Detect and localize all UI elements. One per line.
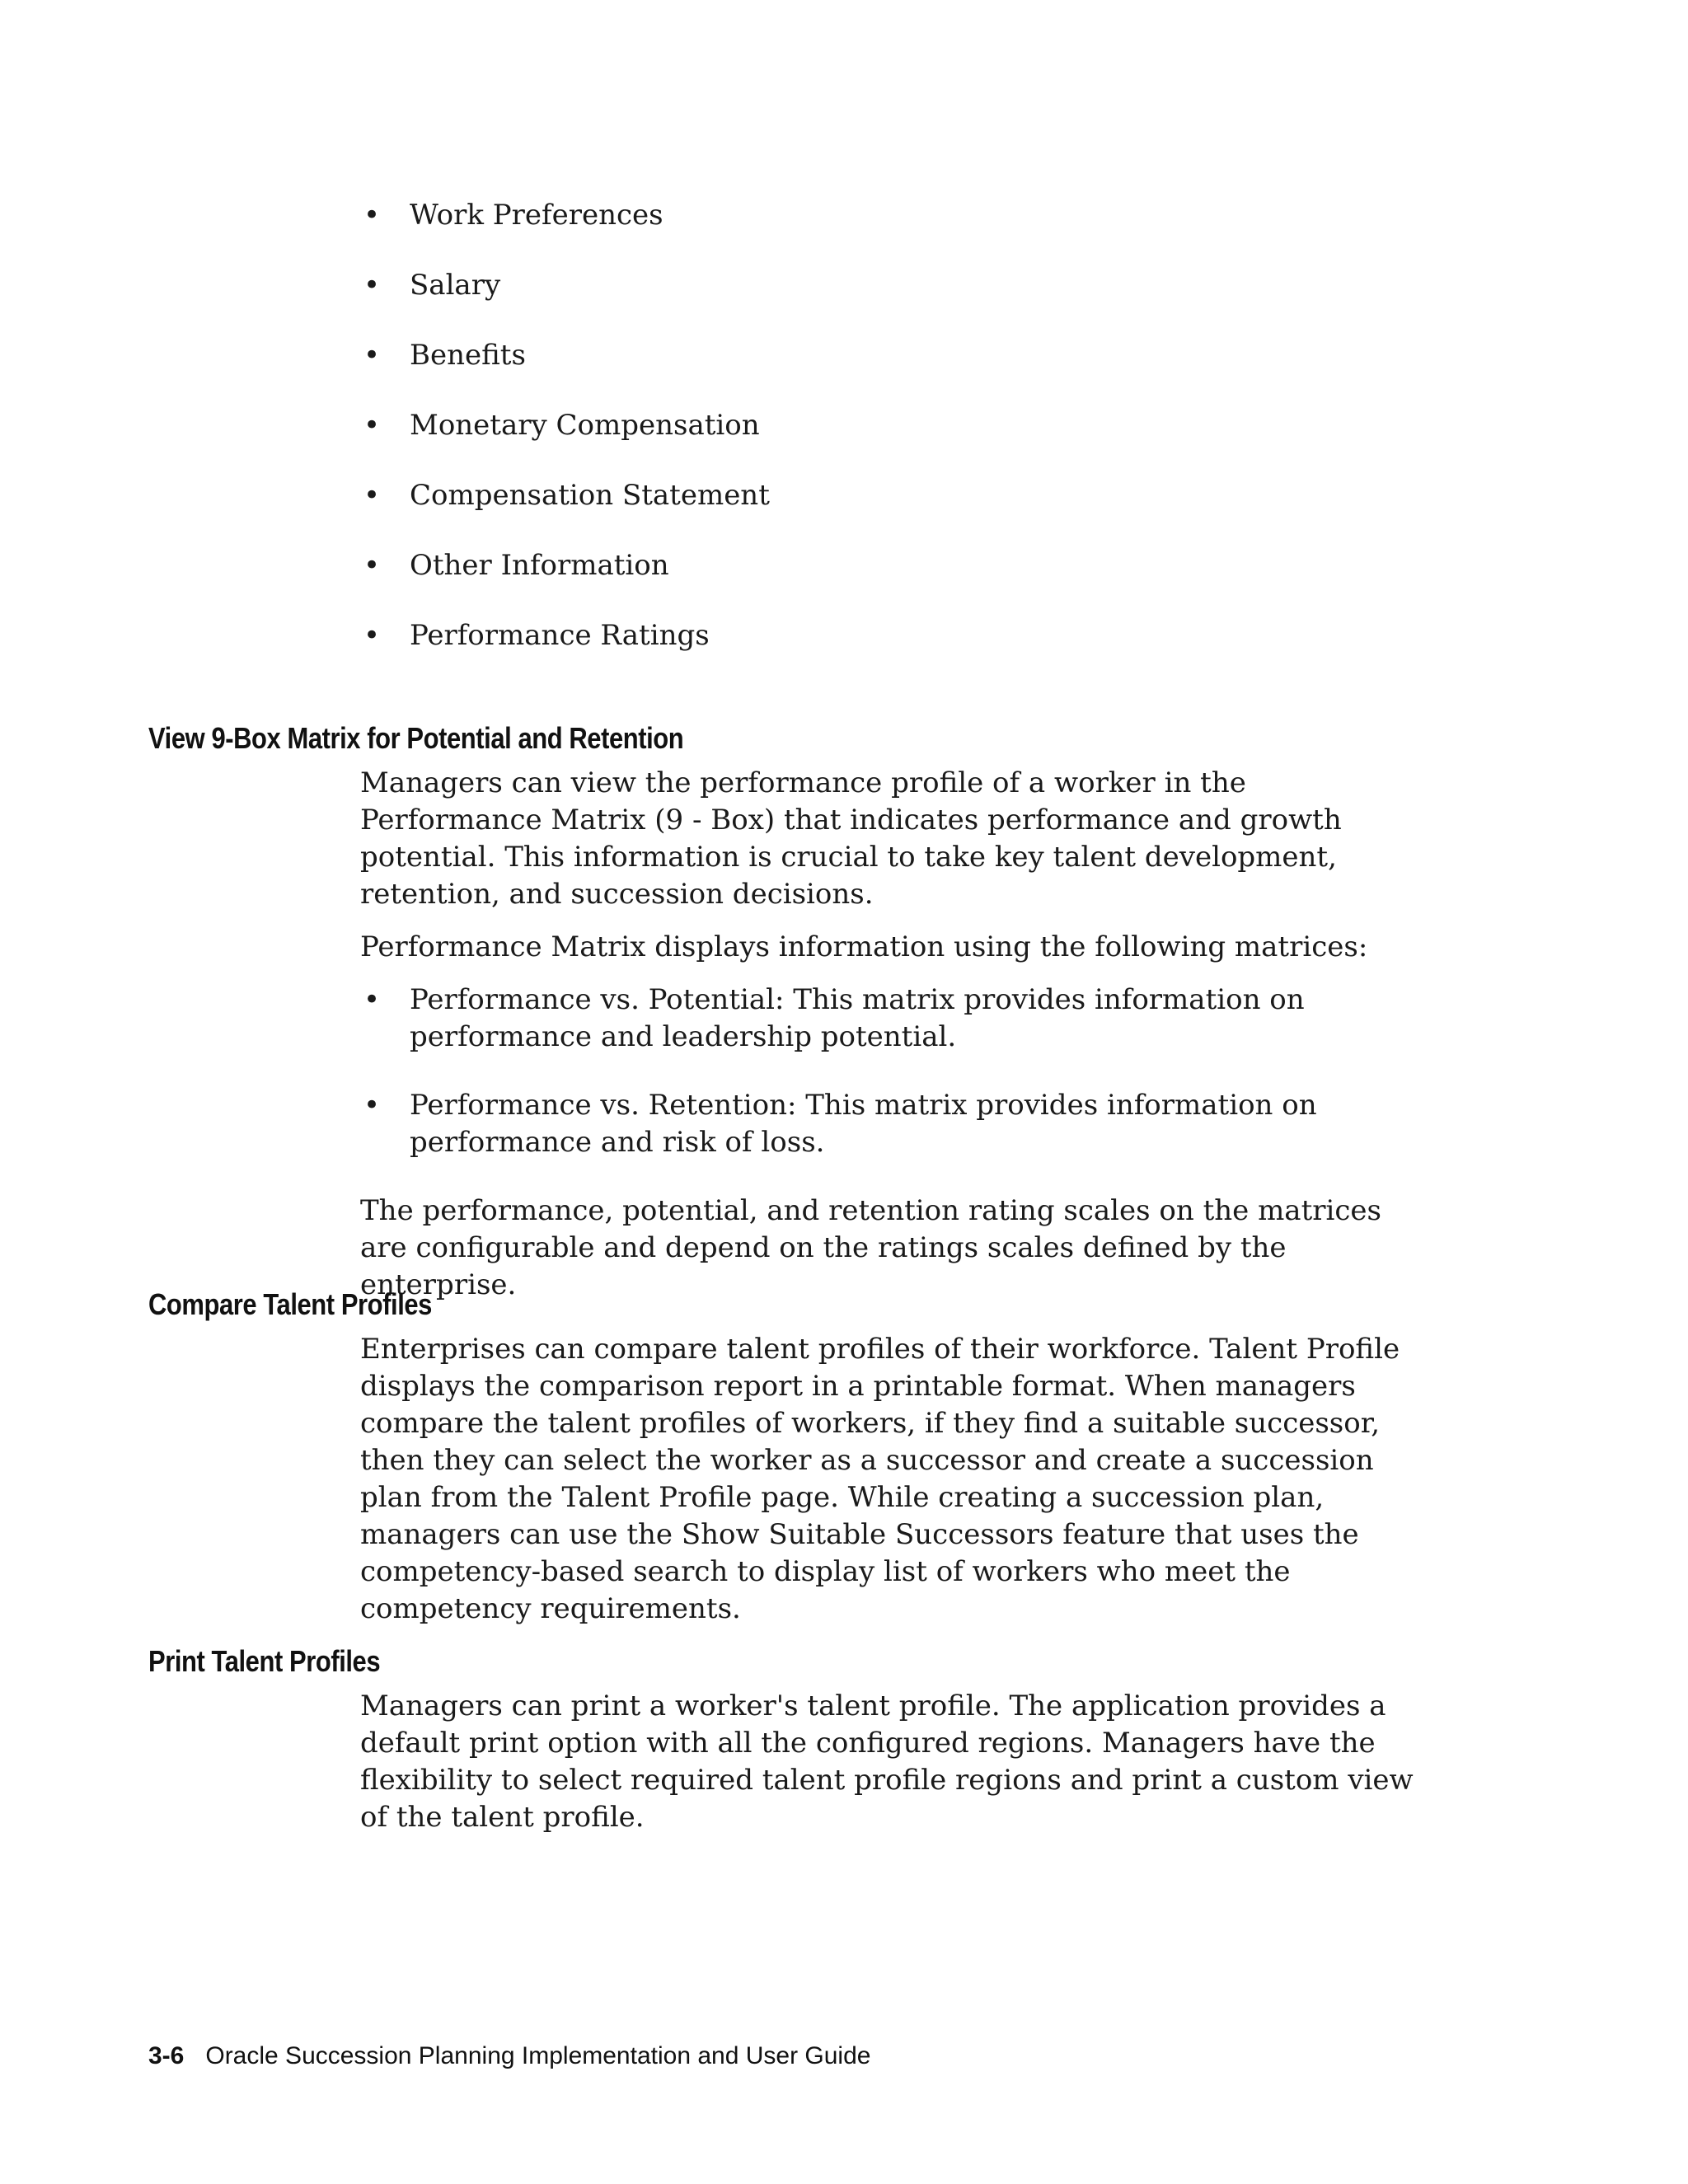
section-body-9-box-matrix xyxy=(360,765,1432,1304)
section-heading-9-box-matrix: View 9-Box Matrix for Potential and Retention xyxy=(148,721,684,755)
list-item-text: Performance vs. Retention: This matrix provides information on performance and risk of loss. xyxy=(410,1089,1317,1159)
list-item-text: Salary xyxy=(410,269,501,302)
page-number: 3-6 xyxy=(148,2042,185,2069)
list-item xyxy=(360,197,1432,267)
bullet-icon: • xyxy=(363,199,381,232)
bullet-icon: • xyxy=(363,339,381,372)
bullet-icon: • xyxy=(363,1089,381,1122)
list-item xyxy=(360,617,1432,687)
list-item-text: Performance Ratings xyxy=(410,619,710,652)
list-item-text: Benefits xyxy=(410,339,526,372)
bullet-icon: • xyxy=(363,479,381,512)
bullet-icon: • xyxy=(363,409,381,442)
list-item xyxy=(360,267,1432,337)
bullet-icon: • xyxy=(363,269,381,302)
list-item xyxy=(360,477,1432,547)
list-item xyxy=(360,1087,1432,1161)
paragraph: Managers can print a worker's talent profile. The application provides a default print option with all the configured regions. Managers have the flexibility to select required talent profile regions and print a custom view of the talent profile. xyxy=(360,1690,1414,1834)
profile-sections-list xyxy=(360,197,1432,687)
paragraph: Enterprises can compare talent profiles of their workforce. Talent Profile displays the comparison report in a printable format. When managers compare the talent profiles of workers, if they find a suitable successor, then they can select the worker as a successor and create a succession plan from the Talent Profile page. While creating a succession plan, managers can use the Show Suitable Successors feature that uses the competency-based search to display list of workers who meet the competency requirements. xyxy=(360,1333,1400,1625)
list-item-text: Monetary Compensation xyxy=(410,409,760,442)
bullet-icon: • xyxy=(363,549,381,582)
page-footer xyxy=(148,2042,870,2070)
list-item-text: Work Preferences xyxy=(410,199,663,232)
bullet-icon: • xyxy=(363,983,381,1016)
list-item xyxy=(360,337,1432,407)
paragraph: Managers can view the performance profile of a worker in the Performance Matrix (9 - Box) that indicates performance and growth potential. This information is crucial to take key talent development, retention, and succession decisions. xyxy=(360,766,1342,911)
section-heading-print-talent-profiles: Print Talent Profiles xyxy=(148,1644,381,1678)
section-body-compare-talent-profiles xyxy=(360,1331,1432,1628)
list-item xyxy=(360,407,1432,477)
section-body-print-talent-profiles xyxy=(360,1688,1432,1836)
list-item xyxy=(360,547,1432,617)
list-item xyxy=(360,982,1432,1056)
list-item-text: Compensation Statement xyxy=(410,479,770,512)
guide-title: Oracle Succession Planning Implementation and User Guide xyxy=(205,2042,871,2069)
list-item-text: Performance vs. Potential: This matrix provides information on performance and leadership potential. xyxy=(410,983,1305,1053)
bullet-icon: • xyxy=(363,619,381,652)
list-item-text: Other Information xyxy=(410,549,669,582)
paragraph: Performance Matrix displays information using the following matrices: xyxy=(360,930,1368,963)
paragraph: The performance, potential, and retention rating scales on the matrices are configurable and depend on the ratings scales defined by the enterprise. xyxy=(360,1194,1381,1301)
section-heading-compare-talent-profiles: Compare Talent Profiles xyxy=(148,1287,432,1321)
